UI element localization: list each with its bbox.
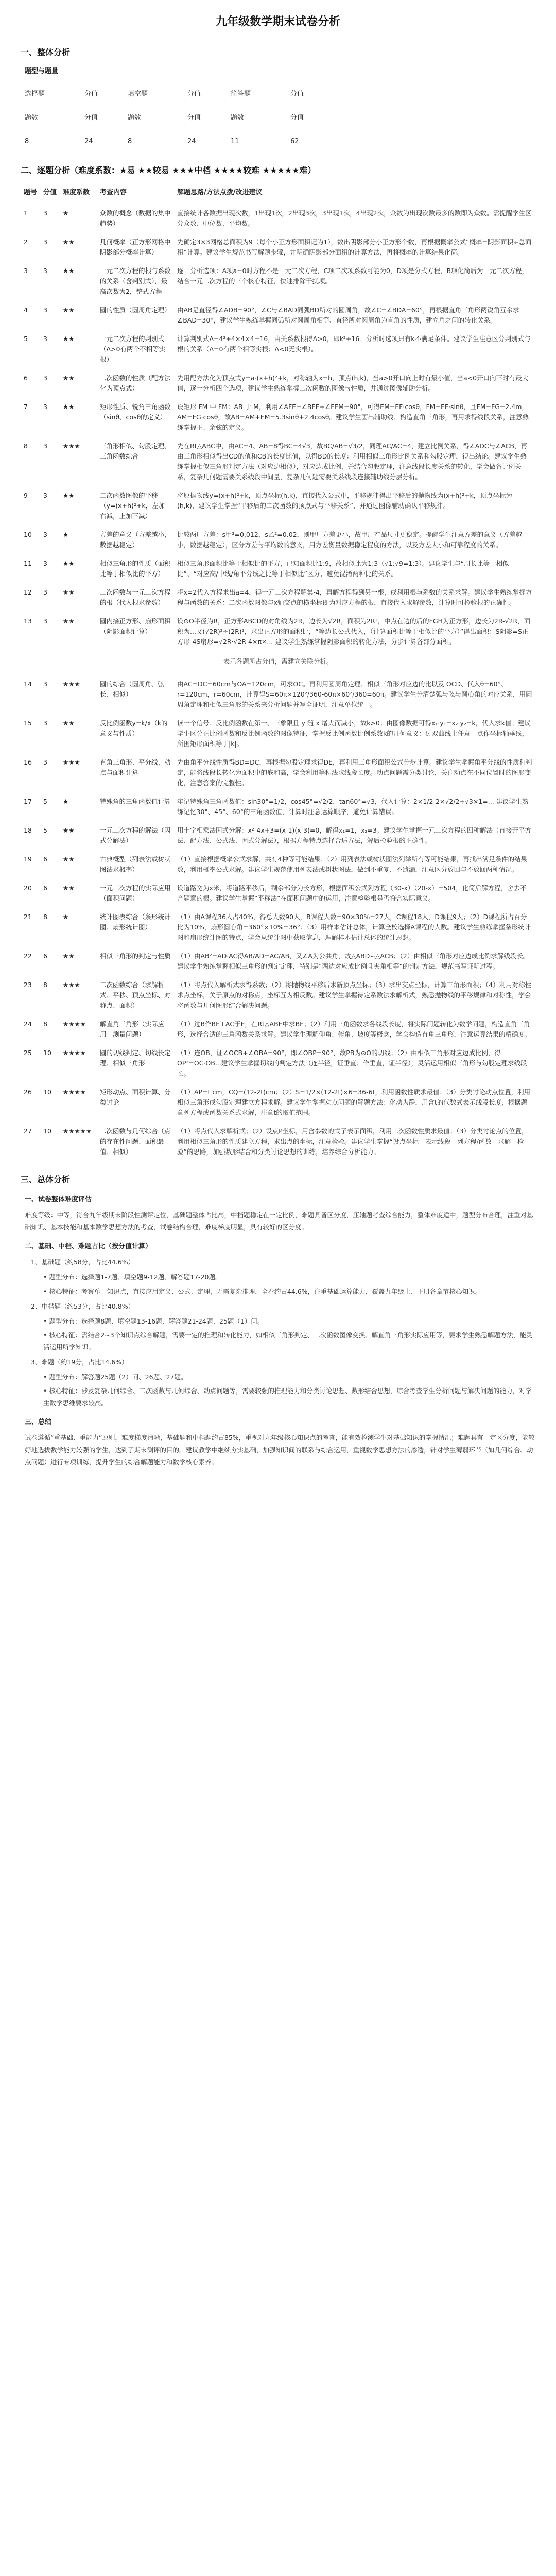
question-analysis: （1）AP=t cm，CQ=(12-2t)cm；（2）S=1/2×(12-2t)×6=36-6t，利用函数性质求最值；（3）分类讨论动点位置，利用相似三角形或勾股定理建立方程求解。建议学生掌握动点问题的解题方法：化动为静，用含t的代数式表示线段长度，根据题意列方程或函数关系式求解，注意t的取值范围。 — [177, 1088, 531, 1116]
overview-table — [25, 83, 334, 154]
table-row — [21, 399, 535, 438]
question-score: 10 — [43, 1048, 51, 1057]
question-score: 3 — [43, 442, 47, 450]
question-difficulty: ★★★★ — [63, 1048, 86, 1057]
question-difficulty: ★★ — [63, 238, 75, 246]
question-difficulty: ★★ — [63, 884, 75, 892]
overview-value-row — [25, 130, 334, 154]
question-difficulty: ★★ — [63, 402, 75, 411]
question-score: 3 — [43, 617, 47, 625]
question-score: 10 — [43, 1127, 51, 1135]
overview-subheader-cell: 分值 — [290, 114, 304, 122]
question-score: 3 — [43, 266, 47, 275]
question-analysis: 设道路宽为x米，将道路平移后，剩余部分为长方形，根据面积公式列方程（30-x）（20-x）=504，化简后解方程，舍去不合题意的根。建议学生掌握“平移法”在面积问题中的运用，注意检验根是否符合实际意义。 — [177, 884, 527, 902]
question-number: 16 — [24, 758, 32, 766]
question-topic: 二次函数综合（求解析式、平移、顶点坐标、对称点、面积） — [100, 980, 171, 1009]
question-difficulty: ★★ — [63, 588, 75, 596]
question-analysis: （1）直接根据概率公式求解，共有4种等可能结果；（2）用列表法或树状图法列举所有等可能结果，再找出满足条件的结果数，利用概率公式求解。建议学生规范使用列表法或树状图法，做到不重复、不遗漏，注意区分放回与不放回两种情况。 — [177, 855, 528, 873]
table-row — [21, 909, 535, 948]
question-topic: 矩形动点、面积计算、分类讨论 — [100, 1088, 171, 1106]
table-header-row — [21, 184, 535, 205]
question-number: 15 — [24, 719, 32, 727]
question-topic: 统计图表综合（条形统计图、扇形统计图） — [100, 912, 171, 931]
question-score: 3 — [43, 238, 47, 246]
ratio-heading: 二、基础、中档、难题占比（按分值计算） — [25, 1243, 152, 1251]
question-topic: 一元二次方程的判别式（Δ>0有两个不相等实根） — [100, 334, 165, 363]
question-score: 6 — [43, 884, 47, 892]
question-topic: 圆的切线判定、切线长定理、相似三角形 — [100, 1048, 171, 1067]
question-number: 18 — [24, 826, 32, 834]
question-difficulty: ★★ — [63, 266, 75, 275]
question-topic: 方差的意义（方差越小，数据越稳定） — [100, 530, 171, 549]
question-difficulty: ★★ — [63, 826, 75, 834]
question-topic: 一元二次方程的解法（因式分解法） — [100, 826, 171, 844]
question-topic: 特殊角的三角函数值计算 — [100, 797, 171, 805]
question-number: 26 — [24, 1088, 32, 1096]
overview-header-cell: 分值 — [84, 90, 98, 98]
question-analysis: 由AB是直径得∠ADB=90°，∠C与∠BAD同弧BD所对的圆周角，故∠C=∠BDA=60°，再根据直角三角形两锐角互余求∠BAD=30°，建议学生熟练掌握同弧所对圆周角相等、直径所对圆周角为直角的性质，建立角之间的转化关系。 — [177, 306, 519, 324]
question-difficulty: ★★ — [63, 334, 75, 343]
question-score: 3 — [43, 491, 47, 499]
question-score: 8 — [43, 980, 47, 989]
ratio-item-detail: • 题型分布：解答题25题（2）问、26题、27题。 — [43, 1373, 187, 1381]
question-topic: 相似三角形的性质（面积比等于相似比的平方） — [100, 559, 171, 578]
question-topic: 相似三角形的判定与性质 — [100, 952, 171, 960]
question-topic: 反比例函数y=k/x（k的意义与性质） — [100, 719, 168, 737]
table-row — [21, 715, 535, 754]
question-number: 3 — [24, 266, 28, 275]
question-number: 1 — [24, 209, 28, 217]
question-analysis: （1）将点代入求解析式；（2）设点P坐标，用含参数的式子表示面积，利用二次函数性质求最值；（3）分类讨论点的位置，利用相似三角形的性质建立方程，求出点的坐标，注意检验。建议学生掌握“设点坐标—表示线段—列方程/函数—求解—检验”的思路，加强数形结合和分类讨论思想的训练，培养综合分析能力。 — [177, 1127, 528, 1156]
question-score: 3 — [43, 588, 47, 596]
question-difficulty: ★ — [63, 912, 69, 921]
table-row — [21, 438, 535, 487]
question-number: 11 — [24, 559, 32, 567]
question-analysis: （1）由AB²=AD·AC得AB/AD=AC/AB，又∠A为公共角，故△ABD∽△ACB；（2）由相似三角形对应边成比例求解线段长。建议学生熟练掌握相似三角形的判定定理，特别是“两边对应成比例且夹角相等”的判定方法，规范书写证明过程。 — [177, 952, 530, 970]
table-row — [21, 676, 535, 715]
question-analysis: 计算判别式Δ=4²+4×4×4=16，由关系数根得Δ>0，即k²+16。分析时选项只有k不满足条件。建议学生注意区分判别式与根的关系（Δ=0有两个相等实根；Δ<0无实根）。 — [177, 334, 531, 353]
question-topic: 一元二次方程的根与系数的关系（含判别式），最高次数为2，整式方程 — [100, 266, 171, 295]
question-analysis: 逐一分析选项：A项a=0时方程不是一元二次方程，C项二次项系数可能为0，D项是分式方程，B项化简后为一元二次方程，结合一元二次方程的三个核心特征，快速排除干扰项。 — [177, 266, 529, 285]
question-analysis: （1）连OB，证∠OCB+∠OBA=90°，即∠OBP=90°，故PB为⊙O的切线；（2）由相似三角形对应边成比例，得OP²=OC·OB...建议学生掌握切线的判定方法（连半径，证垂直；作垂直，证半径），灵活运用相似三角形与勾股定理求线段长。 — [177, 1048, 527, 1077]
section-overview-heading: 一、整体分析 — [21, 47, 71, 58]
question-score: 8 — [43, 1020, 47, 1028]
section-per-question-heading: 二、逐题分析（难度系数：★易 ★★较易 ★★★中档 ★★★★较难 ★★★★★难） — [21, 165, 316, 176]
overview-value-cell: 24 — [187, 138, 196, 146]
question-analysis: （1）将点代入解析式求得系数；（2）将抛物线平移后求新顶点坐标；（3）求出交点坐标，计算三角形面积；（4）利用对称性求点坐标，关于原点的对称点，坐标互为相反数。建议学生掌握待定系数法求解析式，熟悉抛物线的平移规律和对称性，学会将函数与几何图形结合解决问题。 — [177, 980, 532, 1009]
question-number: 13 — [24, 617, 32, 625]
question-analysis: （1）过B作BE⊥AC于E，在Rt△ABE中求BE；（2）利用三角函数求各线段长度，将实际问题转化为数学问题，构造直角三角形，选择合适的三角函数关系求解。建议学生理解仰角、俯角、坡度等概念，学会构造直角三角形，注意运算结果的精确度。 — [177, 1020, 531, 1038]
question-topic: 众数的概念（数据的集中趋势） — [100, 209, 171, 227]
table-row — [21, 555, 535, 584]
overview-subheader-cell: 题数 — [25, 114, 39, 122]
question-topic: 古典概型（列表法或树状图法求概率） — [100, 855, 171, 873]
question-score: 10 — [43, 1088, 51, 1096]
conclusion-text: 试卷遵循“重基础、重能力”原则，难度梯度清晰，基础题和中档题约占85%，重视对九年级核心知识点的考查，能有效检测学生对基础知识的掌握情况；难题具有一定区分度，能较好地选拔数学能力较强的学生，达到了期末测评的目的。建议教学中继续夯实基础，加强知识间的联系与综合运用，重视数学思想方法的渗透，针对学生薄弱环节（如几何综合、动点问题）进行专项训练，提升学生的综合解题能力和数学核心素养。 — [25, 1433, 535, 1466]
question-number: 22 — [24, 952, 32, 960]
table-row — [21, 754, 535, 793]
question-topic: 矩形性质、锐角三角函数（sinθ、cosθ的定义） — [100, 402, 171, 421]
question-topic: 几何概率（正方形网格中阴影部分概率计算） — [100, 238, 171, 256]
overview-header-row — [25, 83, 334, 107]
table-row — [21, 331, 535, 370]
question-analysis: 将原抛物线y=(x+h)²+k，顶点坐标(h,k)，直接代入公式中，平移规律得出平移后的抛物线为(x+h)²+k，顶点坐标为(h,k)，建议学生掌握“平移后的二次函数的顶点式与平移关系”，并通过图像辅助确认平移规律。 — [177, 491, 512, 510]
overview-subheader-cell: 分值 — [187, 114, 201, 122]
table-row — [21, 1016, 535, 1045]
column-header-difficulty: 难度系数 — [63, 189, 90, 197]
question-topic: 圆的性质（圆周角定理） — [100, 306, 171, 314]
question-difficulty: ★★★★ — [63, 1088, 86, 1096]
question-number: 19 — [24, 855, 32, 863]
question-number: 4 — [24, 306, 28, 314]
table-row — [21, 234, 535, 263]
overview-header-cell: 填空题 — [127, 90, 148, 98]
question-difficulty: ★★ — [63, 617, 75, 625]
question-analysis: 先由角平分线性质得BD=DC，再根据勾股定理求得DE，再利用三角形面积公式分步计算。建议学生掌握角平分线的性质和判定，能将线段长转化为面积中的底和高，学会利用等积法求线段长度。动点问题需分类讨论，关注动点在不同位置时的图形变化，注意答案的完整性。 — [177, 758, 532, 787]
question-difficulty: ★★★ — [63, 442, 80, 450]
overview-value-cell: 11 — [230, 138, 239, 146]
question-score: 3 — [43, 758, 47, 766]
ratio-item-detail: • 核心特征：涉及复杂几何综合、二次函数与几何综合、动点问题等，需要较强的推理能力和分类讨论思想、数形结合思想，综合考查学生分析问题与解决问题的能力，对学生数学思维要求较高。 — [43, 1387, 532, 1407]
overview-value-cell: 8 — [127, 138, 132, 146]
ratio-item-detail: • 核心特征：需结合2~3个知识点综合解题，需要一定的推理和转化能力，如相似三角形判定、二次函数图像变换、解直角三角形实际应用等，要求学生熟悉解题方法，能灵活运用所学知识。 — [43, 1331, 533, 1351]
column-header-number: 题号 — [24, 189, 38, 197]
question-analysis: 相似三角形面积比等于相似比的平方，已知面积比1:9，故相似比为1:3（√1:√9=1:3）。建议学生与“周长比等于相似比”、“对应高/中线/角平分线之比等于相似比”区分，避免混淆两种比的关系。 — [177, 559, 509, 578]
question-topic: 二次函数的性质（配方法化为顶点式） — [100, 374, 171, 392]
question-score: 3 — [43, 209, 47, 217]
question-score: 3 — [43, 402, 47, 411]
question-analysis: 比较两厂方差：s甲²=0.012，s乙²=0.02，则甲厂方差更小，故甲厂产品尺寸更稳定。提醒学生注意方差的意义（方差越小，数据越稳定），区分方差与平均数的意义，用方差衡量数据稳定程度的方法，以及方差大小和可靠程度的关系。 — [177, 530, 523, 549]
question-number: 17 — [24, 797, 32, 805]
question-analysis-table — [21, 184, 535, 1162]
question-analysis: 读一个信号：反比例函数在第一、三象限且 y 随 x 增大而减小，故k>0；由图像数据可得x₁·y₁=x₂·y₂=k，代入求k值。建议学生区分正比例函数和反比例函数的图像特征，掌握反比例函数比例系数k的几何意义：过双曲线上任意一点作坐标轴垂线，所围矩形面积等于|k|。 — [177, 719, 531, 748]
table-row — [21, 302, 535, 331]
table-row — [21, 527, 535, 555]
question-score: 3 — [43, 719, 47, 727]
question-analysis: 先用配方法化为顶点式y=a·(x+h)²+k，对称轴为x=h，顶点(h,k)，当a>0开口向上时有最小值，当a<0开口向下时有最大值，逐一分析四个选项，建议学生熟练掌握二次函数的图像与性质，并通过图像辅助分析。 — [177, 374, 529, 392]
question-difficulty: ★★ — [63, 374, 75, 382]
table-row — [21, 1123, 535, 1162]
question-number: 25 — [24, 1048, 32, 1057]
question-difficulty: ★ — [63, 530, 69, 538]
question-number: 8 — [24, 442, 28, 450]
table-row — [21, 822, 535, 851]
question-score: 3 — [43, 530, 47, 538]
question-number: 7 — [24, 402, 28, 411]
table-row — [21, 1045, 535, 1084]
question-analysis: 先确定3×3网格总面积为9（每个小正方形面积记为1），数出阴影部分小正方形个数，再根据概率公式“概率=阴影面积÷总面积”计算。建议学生规范书写解题步骤，并明确阴影部分面积的计算方法，再将概率的计算结果化简。 — [177, 238, 532, 256]
table-row — [21, 977, 535, 1016]
question-difficulty: ★★ — [63, 719, 75, 727]
table-row — [21, 851, 535, 880]
question-score: 5 — [43, 826, 47, 834]
question-topic: 三角形相似、勾股定理、三角函数综合 — [100, 442, 171, 460]
ratio-list — [21, 1256, 535, 1409]
table-row — [21, 880, 535, 909]
question-difficulty: ★★★ — [63, 980, 80, 989]
question-topic: 一元二次方程的实际应用（面积问题） — [100, 884, 171, 902]
table-row — [21, 948, 535, 977]
question-difficulty: ★★ — [63, 491, 75, 499]
question-difficulty: ★★ — [63, 559, 75, 567]
table-row — [21, 613, 535, 652]
question-topic: 圆内接正方形、扇形面积（阴影面积计算） — [100, 617, 171, 635]
question-difficulty: ★ — [63, 209, 69, 217]
table-row — [21, 1084, 535, 1123]
question-number: 2 — [24, 238, 28, 246]
overview-header-cell: 分值 — [290, 90, 304, 98]
question-number: 14 — [24, 680, 32, 688]
question-difficulty: ★★★★★ — [63, 1127, 92, 1135]
question-analysis: 由AC=DC=60cm与OA=120cm，可求OC。再利用圆周角定理、相似三角形对应边的比以及 OCD、代入θ=60°、r=120cm，r=60cm，计算得S=60π×120²/360-60π×60²/360=60π。建议学生分清楚弧与弦与圆心角的对应关系，用圆周角定理和相似三角形的关系来分析问题并写全证明，注意单位统一。 — [177, 680, 532, 708]
question-analysis: 直接统计各数据出现次数，1出现1次，2出现3次，3出现1次，4出现2次，众数为出现次数最多的数即为众数。需提醒学生区分众数、中位数、平均数。 — [177, 209, 532, 227]
question-difficulty: ★★ — [63, 306, 75, 314]
question-number: 10 — [24, 530, 32, 538]
difficulty-assessment-text: 难度等级：中等，符合九年级期末阶段性测评定位，基础题整体占比高，中档题稳定在一定比例，难题具备区分度，压轴题考查综合能力，整体难度适中，题型分布合理，注重对基础知识、基本技能和基本数学思想方法的考查，试卷结构合理，难度梯度明显，具有较好的区分度。 — [25, 1211, 533, 1231]
column-header-topic: 考查内容 — [100, 189, 127, 197]
question-analysis: 设⊙O半径为R，正方形ABCD的对角线为2R，边长为√2R，面积为2R²，中点在边的后的FGH为正方形，边长为2R-√2R，面积为...又(√2R)²÷(2R)²，求出正方形的面积比，“等边长公式代入，（计算面积比等于相似比的平方）”得出面积：S阴影=S正方形-4S扇形=√2R·√2R-4×π×... 建议学生熟练掌握阴影面积的转化方法，分步计算各部分面积。 — [177, 617, 531, 646]
overview-header-cell: 选择题 — [25, 90, 45, 98]
question-analysis: 设矩形 FM 中 FM：AB 于 M，利用∠AFE=∠BFE+∠FEM=90°，可得EM=EF·cosθ，FM=EF·sinθ，且FM=FG=2.4m，AM=FG·cosθ，故AB=AM+EM=5.3sinθ+2.4cosθ。建议学生画出辅助线、构造直角三角形，再用求得线段关系，注意熟练掌握正、余弦的定义。 — [177, 402, 529, 431]
question-topic: 圆的综合（圆周角、弦长、相似） — [100, 680, 165, 698]
table-row — [21, 793, 535, 822]
overview-header-cell: 简答题 — [230, 90, 251, 98]
page-title: 九年级数学期末试卷分析 — [215, 15, 340, 28]
question-analysis: （1）由A课程36人占40%，得总人数90人，B课程人数=90×30%=27人，C课程18人，D课程9人；（2）D课程所占百分比为10%，扇形圆心角=360°×10%=36°；（3）用样本估计总体，计算全校选择A课程的人数。建议学生熟练掌握条形统计图和扇形统计图的特点，学会从统计图中获取信息，理解样本估计总体的统计思想。 — [177, 912, 531, 941]
ratio-item-label: 3、难题（约19分，占比14.6%） — [31, 1358, 128, 1366]
question-score: 8 — [43, 912, 47, 921]
overview-value-cell: 8 — [25, 138, 29, 146]
question-table-body — [21, 205, 535, 1162]
question-score: 3 — [43, 374, 47, 382]
question-number: 5 — [24, 334, 28, 343]
question-difficulty: ★ — [63, 797, 69, 805]
question-difficulty: ★★ — [63, 855, 75, 863]
question-number: 9 — [24, 491, 28, 499]
table-row — [21, 205, 535, 234]
column-header-score: 分值 — [43, 189, 57, 197]
document — [21, 13, 535, 1468]
question-difficulty: ★★★ — [63, 680, 80, 688]
question-number: 12 — [24, 588, 32, 596]
table-row — [21, 263, 535, 302]
overview-subheader-cell: 题数 — [230, 114, 244, 122]
question-score: 6 — [43, 952, 47, 960]
section-summary-heading: 三、总体分析 — [21, 1174, 71, 1184]
question-score: 3 — [43, 306, 47, 314]
question-topic: 解直角三角形（实际应用：测量问题） — [100, 1020, 165, 1038]
overview-subheader-row — [25, 107, 334, 130]
table-row — [21, 370, 535, 399]
table-row — [21, 487, 535, 527]
question-number: 20 — [24, 884, 32, 892]
question-score: 3 — [43, 559, 47, 567]
question-score: 6 — [43, 855, 47, 863]
overview-value-cell: 62 — [290, 138, 299, 146]
question-number: 27 — [24, 1127, 32, 1135]
ratio-item-label: 1、基础题（约58分，占比44.6%） — [31, 1258, 135, 1266]
table-row — [21, 584, 535, 613]
question-score: 3 — [43, 680, 47, 688]
question-difficulty: ★★★ — [63, 758, 80, 766]
column-header-analysis: 解题思路/方法点拨/改进建议 — [177, 189, 263, 197]
question-difficulty: ★★★★ — [63, 1020, 86, 1028]
question-analysis: 牢记特殊角三角函数值：sin30°=1/2，cos45°=√2/2，tan60°=√3，代入计算：2×1/2-2×√2/2+√3×1=... 建议学生熟练记忆30°、45°、60°的三角函数值，计算时注意运算顺序，避免计算错误。 — [177, 797, 529, 816]
table-note-row — [21, 652, 535, 676]
question-number: 6 — [24, 374, 28, 382]
question-score: 5 — [43, 797, 47, 805]
question-number: 24 — [24, 1020, 32, 1028]
question-difficulty: ★★ — [63, 952, 75, 960]
question-topic: 二次函数图像的平移（y=(x+h)²+k，左加右减，上加下减） — [100, 491, 165, 520]
ratio-item-detail: • 题型分布：选择题1-7题、填空题9-12题、解答题17-20题。 — [43, 1273, 222, 1281]
difficulty-assessment-heading: 一、试卷整体难度评估 — [25, 1195, 92, 1204]
question-score: 3 — [43, 334, 47, 343]
question-analysis: 先在Rt△ABC中，由AC=4、AB=8得BC=4√3，故BC/AB=√3/2，同理AC/AC=4，建立比例关系，得∠ADC与∠ACB，再由三角形相似得出CD的值和CB的长度比值，以得BD的长度：利用相似三角形比例关系和勾股定理，得出结论。建议学生熟练掌握相似三角形判定方法（对应边相似），对应边成比例，并结合勾股定理，注意线段长度关系的转化，学会做各比例关系，复杂几何题需要关系线段中间量，复杂几何题需要关系线段连接辅助线分层分析。 — [177, 442, 527, 481]
question-analysis: 用十字相乘法因式分解：x²-4x+3=(x-1)(x-3)=0，解得x₁=1，x₂=3。建议学生掌握一元二次方程的四种解法（直接开平方法、配方法、公式法、因式分解法），根据方程特点选择合适方法，解后检验根的正确性。 — [177, 826, 531, 844]
overview-header-cell: 分值 — [187, 90, 201, 98]
ratio-item-detail: • 题型分布：选择题8题、填空题13-16题、解答题21-24题、25题（1）问。 — [43, 1317, 264, 1325]
overview-subheader-cell: 题数 — [127, 114, 141, 122]
table-footnote: 表示各题所占分值，需建立关联分析。 — [223, 657, 333, 665]
question-type-subheading: 题型与题量 — [25, 67, 59, 75]
ratio-item-detail: • 核心特征：考察单一知识点，直接应用定义、公式、定理，无需复杂推理，全卷约占44.6%，注重基础运算能力，覆盖九年级上、下册各章节核心知识。 — [43, 1287, 482, 1295]
question-topic: 二次函数与一元二次方程的根（代入根求参数） — [100, 588, 171, 606]
question-analysis: 将x=2代入方程求出a=4，得一元二次方程解集-4，再解方程得到另一根，或利用根与系数的关系求解。建议学生熟练掌握方程与函数的关系：二次函数图像与x轴交点的横坐标即为对应方程的根，直接代入求解参数，计算时可检验根的正确性。 — [177, 588, 532, 606]
question-number: 23 — [24, 980, 32, 989]
question-topic: 直角三角形、平分线、动点与面积计算 — [100, 758, 171, 776]
overview-value-cell: 24 — [84, 138, 93, 146]
ratio-item-label: 2、中档题（约53分，占比40.8%） — [31, 1302, 135, 1310]
question-topic: 二次函数与几何综合（点的存在性问题、面积最值、相似） — [100, 1127, 171, 1156]
question-number: 21 — [24, 912, 32, 921]
overview-subheader-cell: 分值 — [84, 114, 98, 122]
conclusion-heading: 三、总结 — [25, 1418, 52, 1426]
